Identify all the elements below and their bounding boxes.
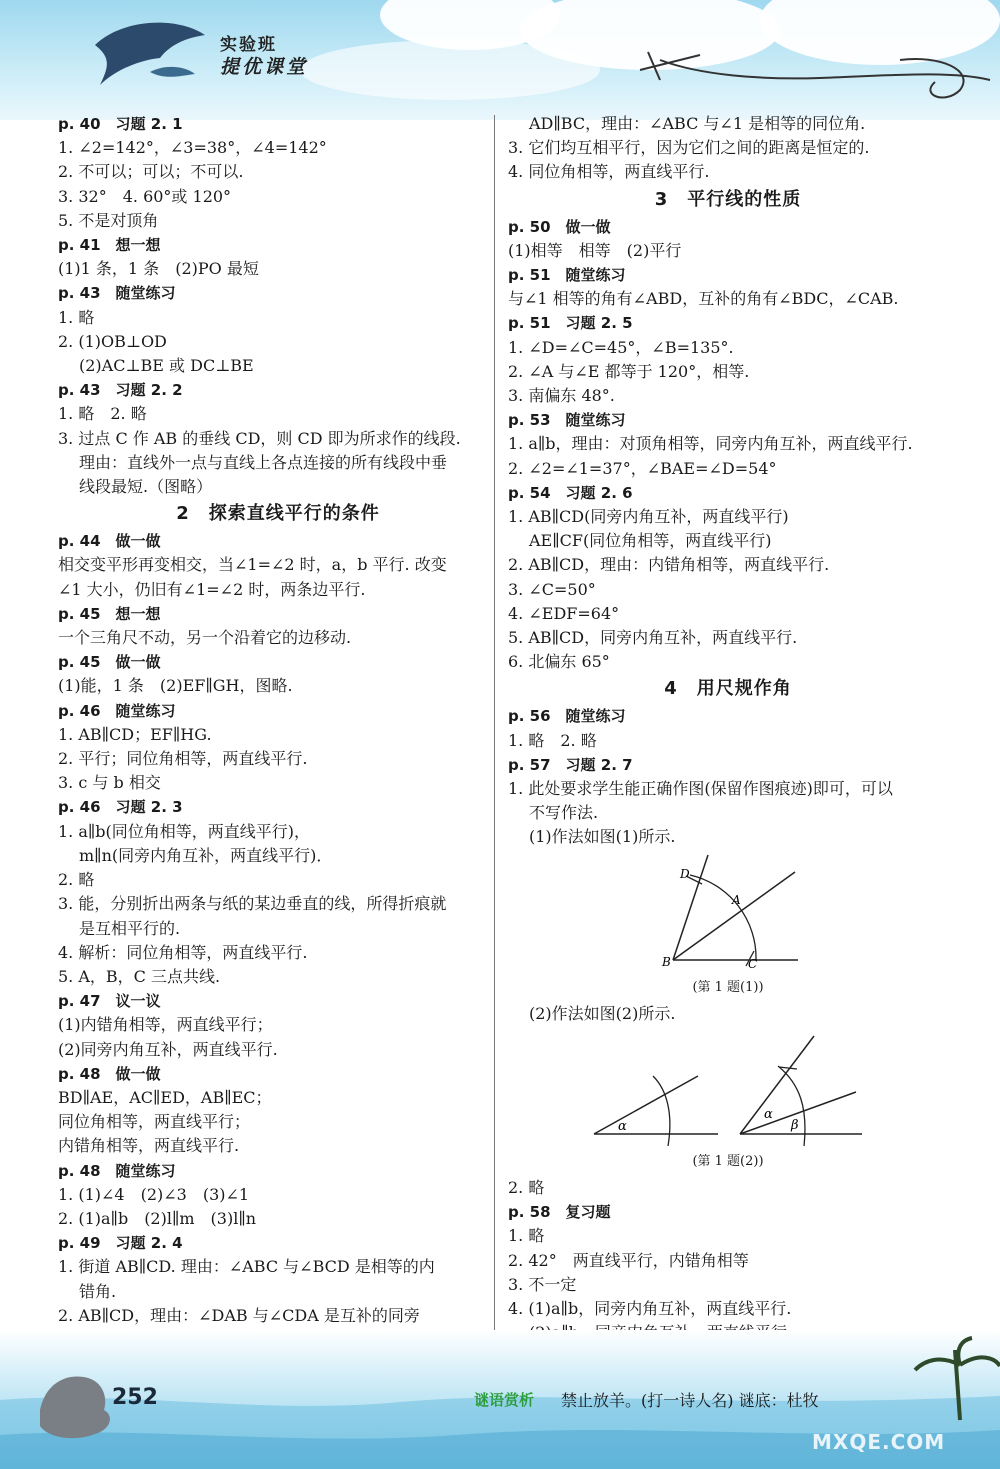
answer-line: 2. AB∥CD，理由：∠DAB 与∠CDA 是互补的同旁 <box>58 1305 420 1325</box>
answer-line: ∠1 大小，仍旧有∠1=∠2 时，两条边平行. <box>58 579 366 599</box>
dolphin-icon <box>150 67 195 77</box>
answer-line: 3. 不一定 <box>508 1274 577 1294</box>
answer-line: 1. 略 2. 略 <box>508 730 597 750</box>
section-heading: p. 46 习题 2. 3 <box>58 798 183 817</box>
point-label-b: B <box>662 954 671 969</box>
answer-line: 3. c 与 b 相交 <box>58 773 161 793</box>
answer-line: 错角. <box>79 1281 117 1301</box>
answer-line: 5. A，B，C 三点共线. <box>58 966 221 986</box>
watermark: MXQE.COM <box>812 1430 946 1454</box>
point-label-a: A <box>732 892 741 907</box>
dolphin-icon <box>95 23 205 85</box>
answer-line: 相交变平形再变相交，当∠1=∠2 时，a，b 平行. 改变 <box>58 555 447 575</box>
answer-line: (2)AC⊥BE 或 DC⊥BE <box>79 356 254 376</box>
answer-line: (1)内错角相等，两直线平行； <box>58 1015 273 1035</box>
answer-line: 1. a∥b(同位角相等，两直线平行)， <box>58 821 311 841</box>
answer-line: 是互相平行的. <box>79 918 181 938</box>
answer-line: 2. ∠2=∠1=37°，∠BAE=∠D=54° <box>508 458 777 478</box>
answer-line: 1. 略 2. 略 <box>58 404 147 424</box>
answer-line: 1. ∠2=142°，∠3=38°，∠4=142° <box>58 138 327 158</box>
answer-line: 2. 平行；同位角相等，两直线平行. <box>58 749 308 769</box>
anchor-rope-icon <box>640 52 990 80</box>
answer-line: (2)同旁内角互补，两直线平行. <box>58 1039 278 1059</box>
answer-line: (1)相等 相等 (2)平行 <box>508 240 682 260</box>
answer-line: 3. ∠C=50° <box>508 579 596 599</box>
figure-2-caption: (第 1 题(2)) <box>692 1153 764 1169</box>
section-heading: p. 51 随堂练习 <box>508 266 626 285</box>
answer-line: 1. 略 <box>58 307 95 327</box>
answer-line: 3. 32° 4. 60°或 120° <box>58 186 232 206</box>
answer-line: BD∥AE，AC∥ED，AB∥EC； <box>58 1087 272 1107</box>
answer-line: 1. 略 <box>508 1226 545 1246</box>
answer-line: 理由：直线外一点与直线上各点连接的所有线段中垂 <box>79 452 448 472</box>
figure-2 <box>508 1026 948 1176</box>
answer-line: 3. 过点 C 作 AB 的垂线 CD，则 CD 即为所求作的线段. <box>58 428 461 448</box>
answer-line: 1. AB∥CD(同旁内角互补，两直线平行) <box>508 507 789 527</box>
point-label-d: D <box>680 866 690 881</box>
answer-line: 5. AB∥CD，同旁内角互补，两直线平行. <box>508 628 798 648</box>
right-column-bottom <box>508 1176 948 1345</box>
section-heading: p. 43 习题 2. 2 <box>58 381 183 400</box>
section-heading: p. 49 习题 2. 4 <box>58 1234 183 1253</box>
answer-line: 1. AB∥CD；EF∥HG. <box>58 724 212 744</box>
seal-icon <box>40 1377 110 1439</box>
riddle-label: 谜语赏析 <box>474 1391 535 1409</box>
section-heading: p. 45 做一做 <box>58 653 161 672</box>
header-art <box>0 0 1000 120</box>
angle-alpha-label: α <box>618 1118 627 1134</box>
answer-line: m∥n(同旁内角互补，两直线平行)． <box>79 845 333 865</box>
answer-line: 1. ∠D=∠C=45°，∠B=135°. <box>508 337 734 357</box>
section-heading: p. 45 想一想 <box>58 604 161 623</box>
answer-line: 1. (1)∠4 (2)∠3 (3)∠1 <box>58 1184 250 1204</box>
section-heading: p. 46 随堂练习 <box>58 701 176 720</box>
point-label-c: C <box>748 956 758 971</box>
chapter-heading: 3 平行线的性质 <box>654 188 802 210</box>
angle-construction-figure-1 <box>508 850 948 978</box>
section-heading: p. 44 做一做 <box>58 532 161 551</box>
series-title-line2: 提优课堂 <box>220 56 309 78</box>
section-heading: p. 47 议一议 <box>58 992 161 1011</box>
series-title-line1: 实验班 <box>220 35 277 55</box>
section-heading: p. 50 做一做 <box>508 217 611 236</box>
answer-line: 内错角相等，两直线平行. <box>58 1136 240 1156</box>
answer-line: AD∥BC，理由：∠ABC 与∠1 是相等的同位角. <box>529 114 866 133</box>
riddle-text: 禁止放羊。(打一诗人名) 谜底：杜牧 <box>561 1391 819 1410</box>
angle-beta-label: β <box>791 1117 799 1133</box>
section-heading: p. 56 随堂练习 <box>508 707 626 726</box>
answer-line: 6. 北偏东 65° <box>508 652 610 672</box>
answer-line: (2)作法如图(2)所示. <box>529 1003 676 1023</box>
answer-line: 同位角相等，两直线平行； <box>58 1112 251 1132</box>
answer-line: 2. 不可以；可以；不可以. <box>58 162 244 182</box>
chapter-heading: 4 用尺规作角 <box>664 678 792 700</box>
answer-line: 2. (1)OB⊥OD <box>58 331 167 351</box>
page-number: 252 <box>112 1385 158 1410</box>
section-heading: p. 48 做一做 <box>58 1064 161 1083</box>
answer-line: 不写作法. <box>529 803 599 823</box>
angle-alpha-label: α <box>764 1106 773 1122</box>
answer-line: 2. 42° 两直线平行，内错角相等 <box>508 1250 749 1270</box>
section-heading: p. 58 复习题 <box>508 1203 611 1222</box>
answer-line: 1. 街道 AB∥CD. 理由：∠ABC 与∠BCD 是相等的内 <box>58 1257 435 1277</box>
figure-1 <box>508 850 948 1002</box>
answer-line: 4. 同位角相等，两直线平行. <box>508 162 710 182</box>
answer-line: 4. ∠EDF=64° <box>508 603 620 623</box>
answer-line: 3. 能，分别折出两条与纸的某边垂直的线，所得折痕就 <box>58 894 447 914</box>
answer-line: 1. a∥b，理由：对顶角相等，同旁内角互补，两直线平行. <box>508 434 913 454</box>
answer-line: 2. (1)a∥b (2)l∥m (3)l∥n <box>58 1208 257 1228</box>
answer-line: 5. 不是对顶角 <box>58 210 159 230</box>
chapter-heading: 2 探索直线平行的条件 <box>176 503 380 525</box>
section-heading: p. 41 想一想 <box>58 236 161 255</box>
answer-line: 线段最短.（图略） <box>79 477 213 497</box>
section-heading: p. 54 习题 2. 6 <box>508 483 633 502</box>
answer-line: (1)作法如图(1)所示. <box>529 827 676 847</box>
answer-line: 4. (1)a∥b，同旁内角互补，两直线平行. <box>508 1298 792 1318</box>
section-heading: p. 51 习题 2. 5 <box>508 314 633 333</box>
page-header-banner <box>0 0 1000 120</box>
angle-construction-figure-2 <box>508 1026 948 1152</box>
answer-line: 4. 解析：同位角相等，两直线平行. <box>58 942 308 962</box>
section-heading: p. 48 随堂练习 <box>58 1161 176 1180</box>
answer-line: 2. AB∥CD，理由：内错角相等，两直线平行. <box>508 555 830 575</box>
answer-line: (1)1 条，1 条 (2)PO 最短 <box>58 259 259 279</box>
section-heading: p. 57 习题 2. 7 <box>508 755 633 774</box>
right-column-top <box>508 112 948 850</box>
answer-line: AE∥CF(同位角相等，两直线平行) <box>529 531 772 551</box>
right-answer-column <box>508 112 948 1345</box>
answer-line: 一个三角尺不动，另一个沿着它的边移动. <box>58 628 352 648</box>
answer-line: 与∠1 相等的角有∠ABD，互补的角有∠BDC，∠CAB. <box>508 289 899 309</box>
answer-line: 2. 略 <box>58 870 95 890</box>
left-answer-column <box>58 112 498 1352</box>
section-heading: p. 43 随堂练习 <box>58 284 176 303</box>
section-heading: p. 53 随堂练习 <box>508 411 626 430</box>
answer-line: (1)能，1 条 (2)EF∥GH，图略. <box>58 676 293 696</box>
answer-line: 3. 它们均互相平行，因为它们之间的距离是恒定的. <box>508 138 870 158</box>
answer-line: 3. 南偏东 48°. <box>508 386 615 406</box>
answer-line: 2. 略 <box>508 1177 545 1197</box>
answer-line: 1. 此处要求学生能正确作图(保留作图痕迹)即可，可以 <box>508 779 893 799</box>
section-heading: p. 40 习题 2. 1 <box>58 115 183 133</box>
figure-1-caption: (第 1 题(1)) <box>692 979 764 995</box>
answer-line: 2. ∠A 与∠E 都等于 120°，相等. <box>508 361 750 381</box>
